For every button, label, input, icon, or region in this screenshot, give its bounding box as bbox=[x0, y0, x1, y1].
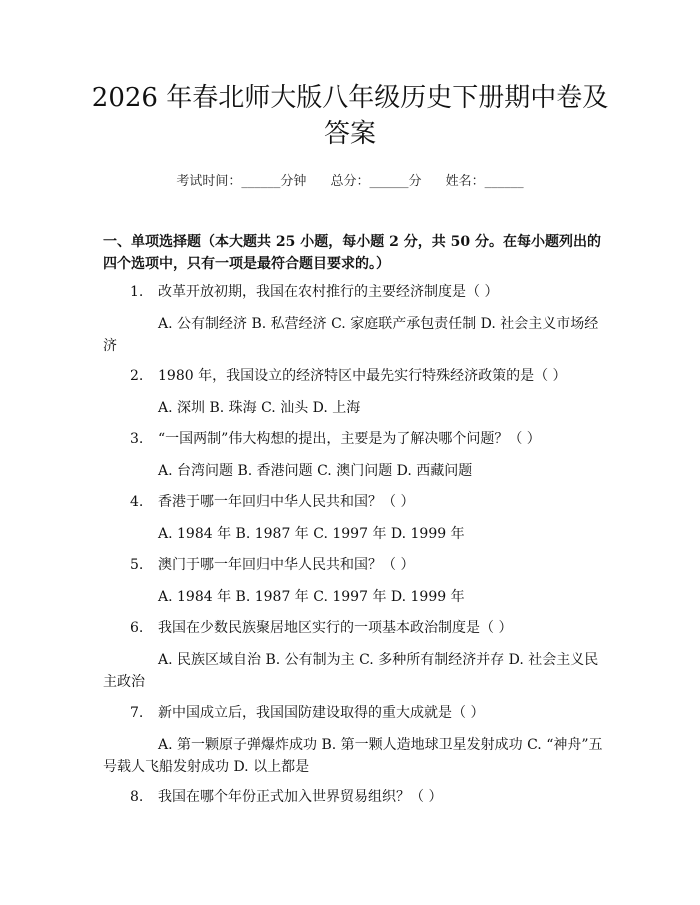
question-1-options: A. 公有制经济 B. 私营经济 C. 家庭联产承包责任制 D. 社会主义市场经济 bbox=[103, 316, 599, 354]
question-3-options: A. 台湾问题 B. 香港问题 C. 澳门问题 D. 西藏问题 bbox=[158, 463, 473, 479]
question-text: 新中国成立后，我国国防建设取得的重大成就是（ ） bbox=[158, 705, 485, 721]
question-number: 6. bbox=[130, 620, 144, 636]
question-1 bbox=[130, 282, 610, 302]
question-2-options: A. 深圳 B. 珠海 C. 汕头 D. 上海 bbox=[158, 400, 361, 416]
question-number: 5. bbox=[130, 557, 144, 573]
question-5 bbox=[130, 555, 610, 575]
question-6-options: A. 民族区域自治 B. 公有制为主 C. 多种所有制经济并存 D. 社会主义民主政治 bbox=[103, 652, 599, 690]
question-text: 改革开放初期，我国在农村推行的主要经济制度是（ ） bbox=[158, 284, 499, 300]
question-text: 香港于哪一年回归中华人民共和国？（ ） bbox=[158, 494, 415, 510]
question-4 bbox=[130, 492, 610, 512]
question-7-options: A. 第一颗原子弹爆炸成功 B. 第一颗人造地球卫星发射成功 C. “神舟”五号载人飞船发射成功 D. 以上都是 bbox=[103, 737, 603, 775]
question-text: 1980 年，我国设立的经济特区中最先实行特殊经济政策的是（ ） bbox=[158, 368, 567, 384]
question-4-options: A. 1984 年 B. 1987 年 C. 1997 年 D. 1999 年 bbox=[158, 526, 465, 542]
question-7 bbox=[130, 703, 610, 723]
question-3 bbox=[130, 429, 610, 449]
question-text: 我国在少数民族聚居地区实行的一项基本政治制度是（ ） bbox=[158, 620, 513, 636]
question-number: 1. bbox=[130, 284, 144, 300]
student-name: 姓名：______ bbox=[445, 174, 524, 189]
question-5-options: A. 1984 年 B. 1987 年 C. 1997 年 D. 1999 年 bbox=[158, 589, 465, 605]
question-text: “一国两制”伟大构想的提出，主要是为了解决哪个问题？（ ） bbox=[158, 431, 541, 447]
total-score: 总分：______分 bbox=[330, 174, 422, 189]
question-text: 澳门于哪一年回归中华人民共和国？（ ） bbox=[158, 557, 415, 573]
question-text: 我国在哪个年份正式加入世界贸易组织？（ ） bbox=[158, 789, 443, 805]
question-number: 7. bbox=[130, 705, 144, 721]
section-heading: 一、单项选择题（本大题共 25 小题，每小题 2 分，共 50 分。在每小题列出的四个选项中，只有一项是最符合题目要求的。） bbox=[103, 234, 601, 272]
question-8 bbox=[130, 787, 610, 807]
page-title: 2026 年春北师大版八年级历史下册期中卷及答案 bbox=[91, 83, 609, 149]
question-number: 8. bbox=[130, 789, 144, 805]
question-number: 4. bbox=[130, 494, 144, 510]
question-number: 2. bbox=[130, 368, 144, 384]
question-6 bbox=[130, 618, 610, 638]
question-2 bbox=[130, 366, 610, 386]
exam-meta bbox=[0, 170, 700, 189]
question-number: 3. bbox=[130, 431, 144, 447]
exam-time: 考试时间：______分钟 bbox=[176, 174, 307, 189]
